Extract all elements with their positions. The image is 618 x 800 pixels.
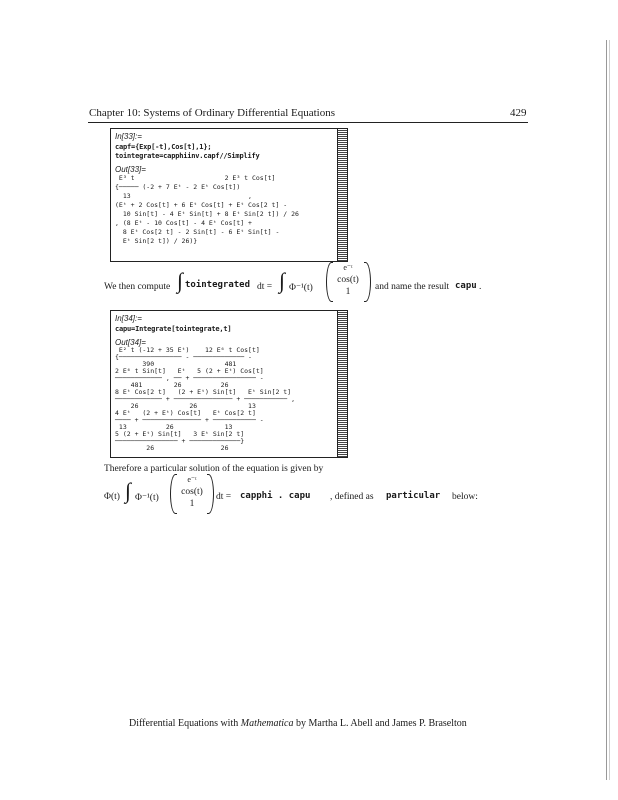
- phi-inverse: Φ⁻¹(t): [289, 283, 313, 293]
- output-line: 8 Eᵗ Cos[2 t] - 2 Sin[t] - 6 Eᵗ Sin[t] -: [115, 228, 280, 236]
- group-bracket-column[interactable]: [337, 128, 348, 262]
- output-line: 10 Sin[t] - 4 Eᵗ Sin[t] + 8 Eᵗ Sin[2 t]) / 26: [115, 210, 299, 218]
- running-header-title: Chapter 10: Systems of Ordinary Differential Equations: [89, 107, 336, 119]
- vector-entry: e⁻ᵗ: [343, 263, 353, 272]
- output-line: Eᵗ Sin[2 t]) / 26)}: [115, 237, 198, 245]
- footer-prefix: Differential Equations with: [129, 718, 239, 729]
- code-integrand: tointegrated: [185, 280, 251, 290]
- output-line: ──────────── , ── + ──────────────── -: [115, 374, 264, 382]
- input-label: In[33]:=: [115, 132, 142, 141]
- output-line: 13 ,: [115, 192, 252, 200]
- phi: Φ(t): [104, 492, 120, 502]
- header-rule: [88, 122, 528, 123]
- output-line: 8 Eᵗ Cos[2 t] (2 + Eᵗ) Sin[t] Eᵗ Sin[2 t]: [115, 388, 292, 396]
- output-line: E² t (-12 + 35 Eᵗ) 12 E⁶ t Cos[t]: [115, 346, 260, 354]
- vector: [175, 474, 209, 510]
- output-line: 4 Eᵗ (2 + Eᵗ) Cos[t] Eᵗ Cos[2 t]: [115, 409, 256, 417]
- output-line: ──────────────── + ─────────────}: [115, 437, 245, 445]
- output-line: 13 26 13: [115, 423, 233, 431]
- paragraph-mid: , defined as: [330, 492, 374, 502]
- group-bracket-column[interactable]: [337, 310, 348, 458]
- output-line: {──────────────── - ───────────── -: [115, 353, 252, 361]
- output-line: 26 26 13: [115, 402, 256, 410]
- output-line: 390 481: [115, 360, 237, 368]
- notebook-cell-33: [110, 128, 348, 262]
- input-line: tointegrate=capphiinv.capf//Simplify: [115, 152, 260, 160]
- output-line: 2 E⁶ t Sin[t] Eᵗ 5 (2 + Eᵗ) Cos[t]: [115, 367, 264, 375]
- output-line: {───── (-2 + 7 Eᵗ - 2 Eᵗ Cos[t]): [115, 183, 241, 191]
- vector-entry: 1: [189, 499, 195, 509]
- vector-entry: cos(t): [337, 275, 359, 285]
- right-paren: [364, 262, 371, 302]
- paragraph-text: Therefore a particular solution of the equation is given by: [104, 464, 324, 474]
- vector-entry: 1: [345, 287, 351, 297]
- phi-inverse: Φ⁻¹(t): [135, 493, 159, 503]
- output-line: ──── + ─────────────── + ─────────── -: [115, 416, 264, 424]
- integral-sign: ∫: [279, 268, 286, 293]
- output-line: E³ t 2 E³ t Cos[t]: [115, 174, 276, 182]
- footer-suffix: by Martha L. Abell and James P. Braselton: [296, 718, 467, 729]
- paragraph-prefix: We then compute: [104, 282, 171, 292]
- input-label: In[34]:=: [115, 314, 142, 323]
- paragraph-end: below:: [452, 492, 478, 502]
- code-expression: capphi . capu: [240, 491, 311, 501]
- output-line: 481 26 26: [115, 381, 229, 389]
- output-label: Out[33]=: [115, 165, 146, 174]
- paragraph-suffix: and name the result: [375, 282, 450, 292]
- output-line: 26 26: [115, 444, 229, 452]
- vector-entry: e⁻ᵗ: [187, 475, 197, 484]
- input-line: capf={Exp[-t],Cos[t],1};: [115, 143, 212, 151]
- output-block: [115, 174, 299, 246]
- period: .: [479, 282, 482, 292]
- code-name: capu: [455, 281, 477, 291]
- code-name: particular: [386, 491, 441, 501]
- footer: [129, 718, 467, 729]
- notebook-cell-34: [110, 310, 348, 458]
- output-line: (Eᵗ + 2 Cos[t] + 6 Eᵗ Cos[t] + Eᵗ Cos[2 t] -: [115, 201, 288, 209]
- dt-equals: dt =: [216, 492, 232, 502]
- integral-sign: ∫: [177, 268, 184, 293]
- output-line: , (8 Eᵗ - 10 Cos[t] - 4 Eᵗ Cos[t] +: [115, 219, 252, 227]
- output-label: Out[34]=: [115, 338, 146, 347]
- vector-entry: cos(t): [181, 487, 203, 497]
- output-line: ──────────── + ─────────────── + ─────────── ,: [115, 395, 296, 403]
- page-edge: [606, 40, 607, 780]
- footer-italic: Mathematica: [240, 718, 294, 729]
- output-line: 5 (2 + Eᵗ) Sin[t] 3 Eᵗ Sin[2 t]: [115, 430, 245, 438]
- output-block: [115, 347, 295, 452]
- vector: [331, 262, 365, 298]
- page-edge-shadow: [609, 40, 610, 780]
- input-line: capu=Integrate[tointegrate,t]: [115, 325, 232, 333]
- dt-equals: dt =: [257, 282, 273, 292]
- right-paren: [207, 474, 214, 514]
- page-number: 429: [510, 107, 527, 119]
- integral-sign: ∫: [125, 478, 132, 503]
